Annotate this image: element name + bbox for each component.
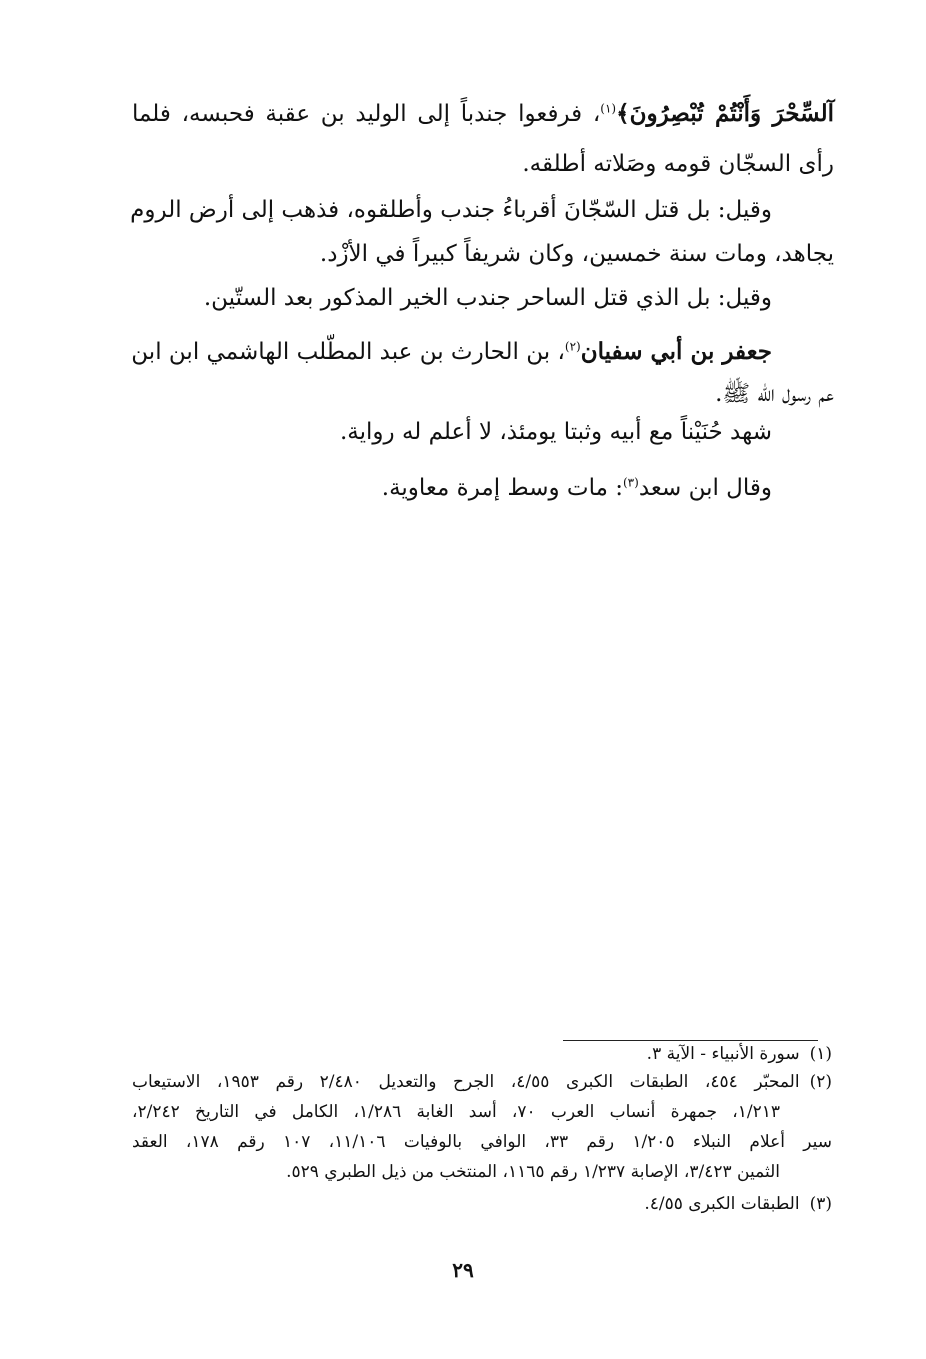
footnote-2-line-4: الثمين ٣/٤٢٣، الإصابة ١/٢٣٧ رقم ١١٦٥، المنتخب من ذيل الطبري ٥٢٩. — [286, 1162, 780, 1182]
text-line-1 — [132, 96, 834, 132]
text-line-3: وقيل: بل قتل السّجّانَ أقرباءُ جندب وأطلقوه، فذهب إلى أرض الروم — [130, 197, 772, 223]
text-line-7: عم رسول الله ﷺ. — [715, 381, 834, 407]
text-line-8: شهد حُنَيْناً مع أبيه وثبتا يومئذ، لا أعلم له رواية. — [340, 419, 772, 445]
text-line-5: وقيل: بل الذي قتل الساحر جندب الخير المذكور بعد الستّين. — [203, 285, 772, 311]
text-line-1-body: ، فرفعوا جندباً إلى الوليد بن عقبة فحبسه، فلما — [132, 101, 601, 127]
text-line-6-body: ، بن الحارث بن عبد المطّلب الهاشمي ابن ابن — [131, 339, 565, 365]
footnote-ref-2: (٢) — [564, 339, 581, 354]
footnote-text: الطبقات الكبرى ٤/٥٥. — [644, 1194, 800, 1214]
footnote-1 — [647, 1040, 832, 1068]
text-line-9-start: وقال ابن سعد — [638, 475, 772, 501]
footnote-ref-3: (٣) — [622, 475, 639, 490]
text-line-4: يجاهد، ومات سنة خمسين، وكان شريفاً كبيراً في الأزْد. — [319, 241, 834, 267]
footnote-2-line-2: ١/٢١٣، جمهرة أنساب العرب ٧٠، أسد الغابة ١/٢٨٦، الكامل في التاريخ ٢/٢٤٢، — [132, 1102, 781, 1122]
entry-heading: جعفر بن أبي سفيان — [580, 338, 772, 365]
text-line-6 — [132, 334, 772, 370]
footnote-2-line-3: سير أعلام النبلاء ١/٢٠٥ رقم ٣٣، الوافي بالوفيات ١١/١٠٦، ١٠٧ رقم ١٧٨، العقد — [132, 1132, 832, 1152]
footnote-number: (١) — [809, 1044, 832, 1064]
text-line-2: رأى السجّان قومه وصَلاته أطلقه. — [522, 151, 834, 177]
page-number: ٢٩ — [452, 1258, 474, 1282]
footnote-text: المحبّر ٤٥٤، الطبقات الكبرى ٤/٥٥، الجرح والتعديل ٢/٤٨٠ رقم ١٩٥٣، الاستيعاب — [132, 1072, 800, 1092]
text-line-9-body: : مات وسط إمرة معاوية. — [381, 475, 623, 501]
footnote-3 — [644, 1190, 832, 1218]
footnote-number: (٢) — [809, 1072, 832, 1092]
footnote-2-line-1 — [132, 1068, 832, 1096]
footnote-ref-1: (١) — [600, 101, 617, 116]
footnote-number: (٣) — [809, 1194, 832, 1214]
footnote-text: سورة الأنبياء - الآية ٣. — [646, 1044, 800, 1064]
quran-verse: آلسِّحْرَ وَأَنْتُمْ تُبْصِرُونَ﴾ — [616, 100, 834, 127]
text-line-9 — [382, 470, 772, 506]
